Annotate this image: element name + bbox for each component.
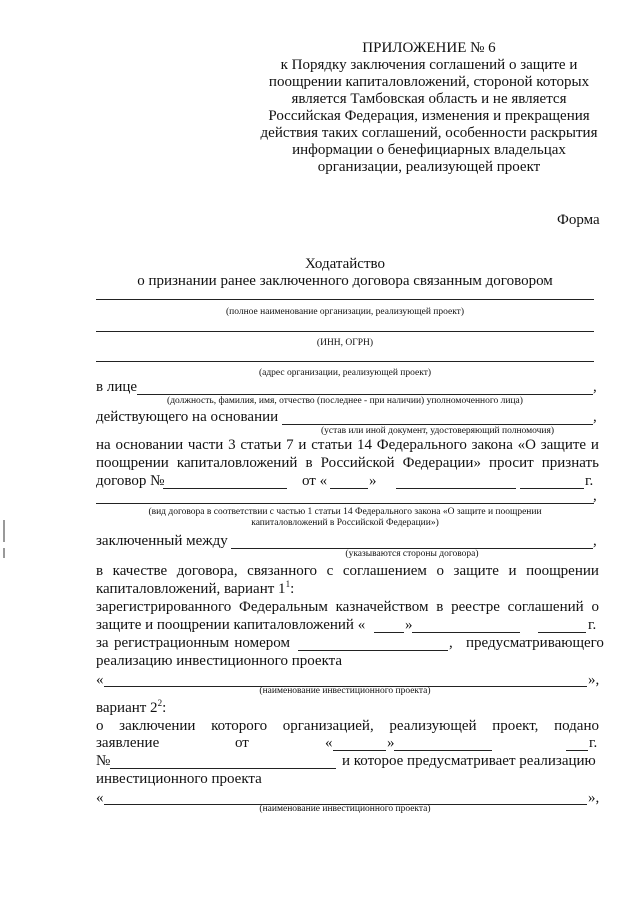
project-name-caption: (наименование инвестиционного проекта): [259, 686, 431, 696]
registered-line-1: зарегистрированного Федеральным казначейством в реестре соглашений о: [96, 599, 599, 615]
appendix-line: организации, реализующей проект: [317, 159, 541, 175]
ot-label: от: [235, 735, 249, 751]
appendix-line: действия таких соглашений, особенности раскрытия: [260, 125, 598, 141]
reg-number-label: за регистрационным номером: [96, 635, 290, 651]
address-caption: (адрес организации, реализующей проект): [258, 368, 432, 378]
org-name-caption: (полное наименование организации, реализующей проект): [225, 307, 464, 317]
reg-month-line[interactable]: [412, 632, 520, 633]
appendix-line: поощрении капиталовложений, стороной которых: [268, 74, 590, 90]
document-title: Ходатайство: [305, 256, 385, 272]
from-label: от «: [302, 473, 328, 489]
comma: ,: [593, 533, 597, 549]
quote-close-comma: »,: [588, 672, 600, 688]
footnote-ref: 2: [157, 698, 163, 708]
appendix-line: информации о бенефициарных владельцах: [292, 142, 566, 158]
form-label: Форма: [557, 212, 600, 228]
reg-year-line[interactable]: [538, 632, 586, 633]
and-which-label: и которое предусматривает реализацию: [342, 753, 596, 769]
in-person-label: в лице: [96, 379, 138, 395]
capacity-line-2: капиталовложений, вариант $1^1$:: [96, 579, 295, 597]
statement-year-line[interactable]: [566, 750, 588, 751]
contract-day-line[interactable]: [330, 488, 368, 489]
registered-line-2: защите и поощрении капиталовложений «: [96, 617, 366, 633]
number-sign: №: [96, 753, 111, 769]
document-subtitle: о признании ранее заключенного договора связанным договором: [137, 273, 553, 289]
statement-number-line[interactable]: [110, 768, 336, 769]
variant2-label: вариант $2^2$:: [96, 698, 167, 716]
implementation-label: реализацию инвестиционного проекта: [96, 653, 343, 669]
contract-no-line[interactable]: [163, 488, 287, 489]
appendix-line: является Тамбовская область и не является: [291, 91, 567, 107]
address-line[interactable]: [96, 361, 594, 362]
investment-project-label: инвестиционного проекта: [96, 771, 262, 787]
quote-close: »: [387, 735, 395, 751]
contract-no-label: договор №: [96, 473, 165, 489]
acting-label: действующего на основании: [96, 409, 279, 425]
reg-day-line[interactable]: [374, 632, 404, 633]
year-label: г.: [589, 735, 598, 751]
quote-close-comma: »,: [588, 790, 600, 806]
quote-close: »: [405, 617, 413, 633]
margin-mark: [3, 520, 5, 542]
contract-type-caption: капиталовложений в Российской Федерации»): [251, 518, 439, 528]
position-caption: (должность, фамилия, имя, отчество (последнее - при наличии) уполномоченного лица): [167, 396, 523, 406]
about-line: о заключении которого организацией, реализующей проект, подано: [96, 718, 599, 734]
quote-open: «: [325, 735, 333, 751]
reg-number-line[interactable]: [298, 650, 448, 651]
quote-open: «: [96, 790, 104, 806]
year-label: г.: [588, 617, 597, 633]
in-person-line[interactable]: [137, 394, 593, 395]
capacity-line-1: в качестве договора, связанного с соглашением о защите и поощрении: [96, 563, 599, 579]
acting-line[interactable]: [282, 424, 593, 425]
org-name-line[interactable]: [96, 299, 594, 300]
contract-type-caption: (вид договора в соответствии с частью 1 статьи 14 Федерального закона «О защите и поощрении: [148, 507, 542, 517]
providing-label: предусматривающего: [466, 635, 604, 651]
law-line-1: на основании части 3 статьи 7 и статьи 14 Федерального закона «О защите и: [96, 437, 599, 453]
margin-mark: [3, 548, 5, 558]
basis-caption: (устав или иной документ, удостоверяющий полномочия): [320, 426, 555, 436]
concluded-label: заключенный между: [96, 533, 228, 549]
contract-type-line[interactable]: [96, 503, 594, 504]
inn-caption: (ИНН, ОГРН): [316, 338, 374, 348]
contract-month-line[interactable]: [396, 488, 516, 489]
comma: ,: [449, 635, 453, 651]
comma: ,: [593, 409, 597, 425]
inn-line[interactable]: [96, 331, 594, 332]
appendix-title: ПРИЛОЖЕНИЕ № 6: [362, 40, 496, 56]
comma: ,: [593, 379, 597, 395]
appendix-line: Российская Федерация, изменения и прекращения: [268, 108, 590, 124]
comma: ,: [593, 488, 597, 504]
parties-caption: (указываются стороны договора): [345, 549, 479, 559]
statement-day-line[interactable]: [333, 750, 386, 751]
statement-month-line[interactable]: [394, 750, 492, 751]
appendix-header: [248, 40, 610, 176]
appendix-line: к Порядку заключения соглашений о защите и: [280, 57, 578, 73]
law-line-2: поощрении капиталовложений в Российской Федерации» просит признать: [96, 455, 599, 471]
quote-close: »: [369, 473, 377, 489]
statement-label: заявление: [96, 735, 160, 751]
quote-open: «: [96, 672, 104, 688]
project-name-caption: (наименование инвестиционного проекта): [259, 804, 431, 814]
footnote-ref: 1: [285, 579, 291, 589]
contract-year-line[interactable]: [520, 488, 584, 489]
year-label: г.: [585, 473, 594, 489]
